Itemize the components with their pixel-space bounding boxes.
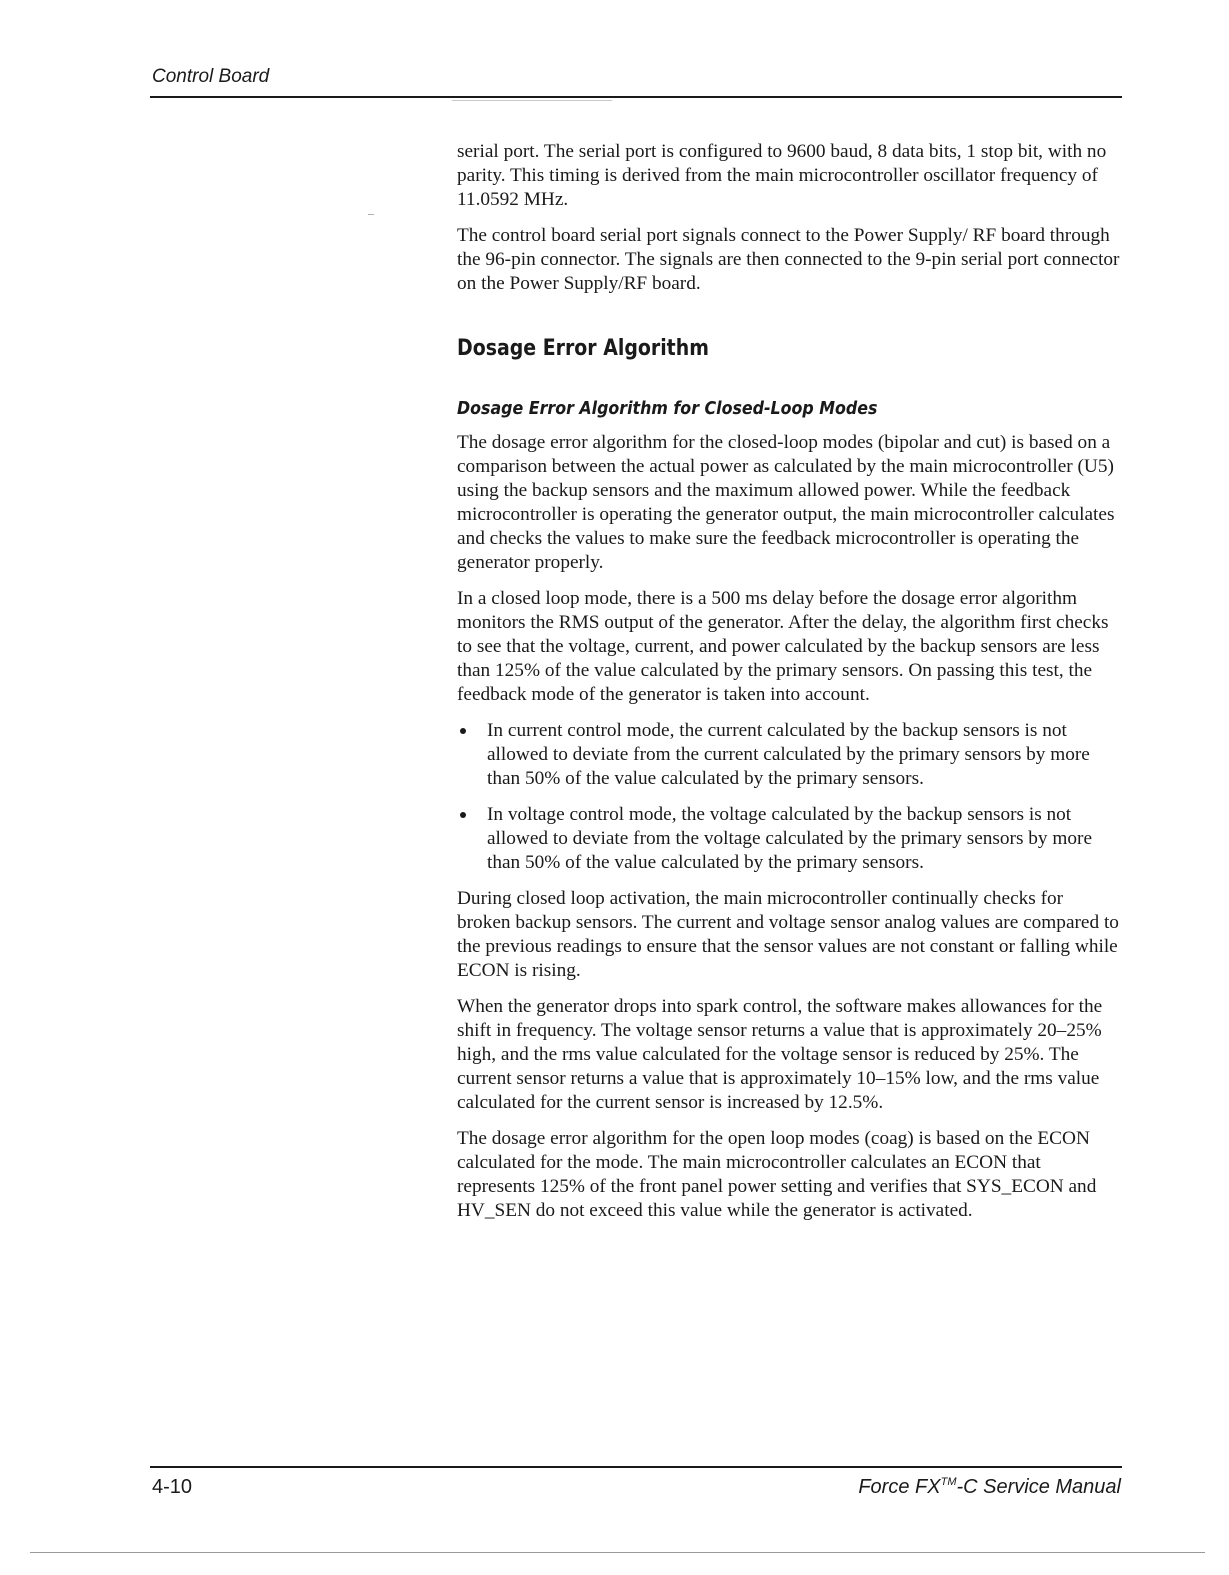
body-paragraph: The dosage error algorithm for the open loop modes (coag) is based on the ECON calculated for the mode. The main microcontroller calculates an ECON that represents 125% of the front panel power setting and verifies that SYS_ECON and HV_SEN do not exceed this value while the generator is activated.	[457, 1128, 1097, 1221]
manual-title-prefix: Force FX	[858, 1476, 941, 1498]
trademark-mark: TM	[940, 1476, 957, 1488]
footer-rule	[150, 1466, 1122, 1468]
scan-edge-line	[30, 1552, 1205, 1553]
sub-heading: Dosage Error Algorithm for Closed-Loop Modes	[457, 398, 878, 419]
section-heading: Dosage Error Algorithm	[457, 336, 709, 361]
header-rule-shadow	[452, 100, 612, 101]
list-item-text: In current control mode, the current calculated by the backup sensors is not allowed to deviate from the current calculated by the primary sensors by more than 50% of the value calculated by the primary sensors.	[487, 720, 1090, 789]
manual-title	[858, 1476, 1121, 1499]
list-item	[457, 803, 1121, 875]
body-paragraph: The dosage error algorithm for the closed-loop modes (bipolar and cut) is based on a comparison between the actual power as calculated by the main microcontroller (U5) using the backup sensors and the maximum allowed power. While the feedback microcontroller is operating the generator output, the main microcontroller calculates and checks the values to make sure the feedback microcontroller is operating the generator properly.	[457, 432, 1115, 573]
list-item-text: In voltage control mode, the voltage calculated by the backup sensors is not allowed to deviate from the voltage calculated by the primary sensors by more than 50% of the value calculated by the primary sensors.	[487, 804, 1093, 873]
intro-paragraph: The control board serial port signals connect to the Power Supply/ RF board through the 96-pin connector. The signals are then connected to the 9-pin serial port connector on the Power Supply/RF board.	[457, 225, 1120, 294]
bullet-list	[457, 719, 1121, 875]
page-body	[457, 140, 1121, 1235]
intro-paragraph: serial port. The serial port is configured to 9600 baud, 8 data bits, 1 stop bit, with no parity. This timing is derived from the main microcontroller oscillator frequency of 11.0592 MHz.	[457, 141, 1107, 210]
list-item	[457, 719, 1121, 791]
body-paragraph: During closed loop activation, the main microcontroller continually checks for broken backup sensors. The current and voltage sensor analog values are compared to the previous readings to ensure that the sensor values are not constant or falling while ECON is rising.	[457, 888, 1119, 981]
bullet-icon	[460, 728, 466, 734]
bullet-icon	[460, 812, 466, 818]
page-number: 4-10	[152, 1476, 193, 1498]
header-rule	[150, 96, 1122, 98]
body-paragraph: In a closed loop mode, there is a 500 ms delay before the dosage error algorithm monitors the RMS output of the generator. After the delay, the algorithm first checks to see that the voltage, current, and power calculated by the backup sensors are less than 125% of the value calculated by the primary sensors. On passing this test, the feedback mode of the generator is taken into account.	[457, 588, 1109, 705]
manual-title-suffix: -C Service Manual	[956, 1476, 1121, 1498]
body-paragraph: When the generator drops into spark control, the software makes allowances for the shift in frequency. The voltage sensor returns a value that is approximately 20–25% high, and the rms value calculated for the voltage sensor is reduced by 25%. The current sensor returns a value that is approximately 10–15% low, and the rms value calculated for the current sensor is increased by 12.5%.	[457, 996, 1103, 1113]
running-header: Control Board	[152, 66, 270, 87]
margin-mark	[368, 214, 374, 215]
